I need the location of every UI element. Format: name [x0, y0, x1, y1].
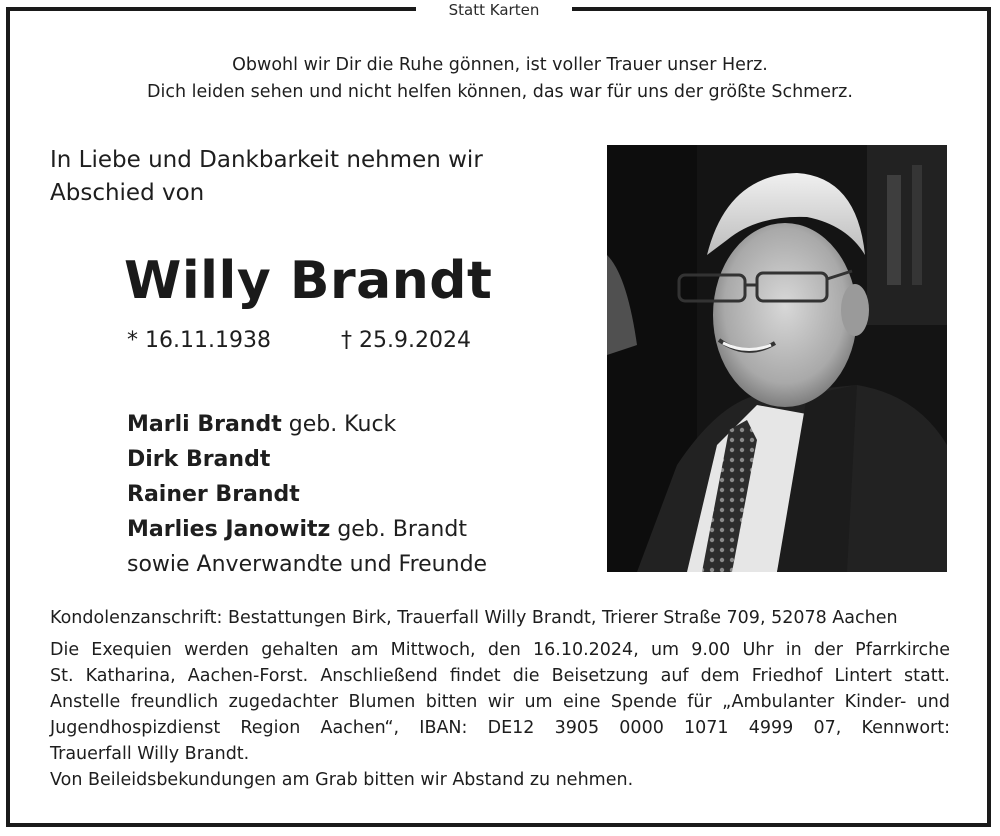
family-member-suffix: geb. Brandt	[330, 517, 467, 542]
notice-line: St. Katharina, Aachen-Forst. Anschließend findet die Beisetzung auf dem Friedhof Lintert statt.	[50, 666, 950, 686]
intro-line-2: Abschied von	[50, 180, 205, 206]
death-date: † 25.9.2024	[341, 328, 471, 353]
notice-line: Jugendhospizdienst Region Aachen“, IBAN: DE12 3905 0000 1071 4999 07, Kennwort:	[50, 718, 950, 738]
family-member	[127, 442, 487, 477]
notice-line: Von Beileidsbekundungen am Grab bitten wir Abstand zu nehmen.	[50, 770, 634, 790]
family-member-name: Marlies Janowitz	[127, 517, 331, 542]
birth-date: * 16.11.1938	[127, 328, 271, 353]
family-member-suffix: geb. Kuck	[281, 412, 397, 437]
condolence-address: Kondolenzanschrift: Bestattungen Birk, Trauerfall Willy Brandt, Trierer Straße 709, 52078 Aachen	[50, 608, 898, 628]
family-member-name: Rainer Brandt	[127, 482, 300, 507]
notice-line: Anstelle freundlich zugedachter Blumen bitten wir um eine Spende für „Ambulanter Kinder- und	[50, 692, 950, 712]
notice-line: Die Exequien werden gehalten am Mittwoch, den 16.10.2024, um 9.00 Uhr in der Pfarrkirche	[50, 640, 950, 660]
family-member-name: Marli Brandt	[127, 412, 282, 437]
notice-details	[50, 605, 950, 793]
family-closing: sowie Anverwandte und Freunde	[127, 552, 488, 577]
life-dates	[127, 326, 471, 356]
portrait-illustration	[607, 145, 947, 572]
intro-text	[50, 144, 570, 210]
motto-line-2: Dich leiden sehen und nicht helfen können, das war für uns der größte Schmerz.	[147, 82, 853, 102]
intro-line-1: In Liebe und Dankbarkeit nehmen wir	[50, 147, 483, 173]
family-member	[127, 407, 487, 442]
deceased-name: Willy Brandt	[124, 251, 493, 311]
notice-line: Trauerfall Willy Brandt.	[50, 744, 250, 764]
motto-line-1: Obwohl wir Dir die Ruhe gönnen, ist voller Trauer unser Herz.	[232, 55, 768, 75]
family-member	[127, 477, 487, 512]
portrait-photo	[607, 145, 947, 572]
family-member	[127, 512, 487, 547]
family-member-name: Dirk Brandt	[127, 447, 271, 472]
family-list	[127, 407, 487, 582]
header-label: Statt Karten	[448, 1, 540, 19]
motto	[0, 52, 1000, 106]
